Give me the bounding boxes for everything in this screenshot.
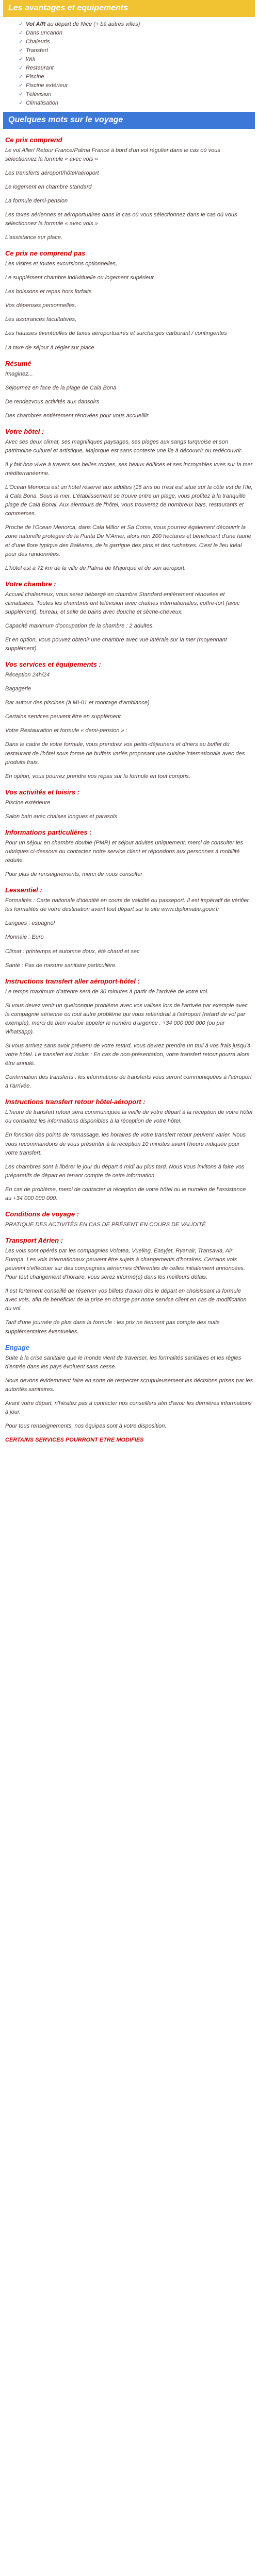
section-paragraph: Dans le cadre de votre formule, vous prendrez vos petits-déjeuners et dîners au buffet du restaurant de l'hôtel sous forme de buffets variés proposant une cuisine internationale avec des produits frais. xyxy=(5,741,245,766)
section-essential xyxy=(5,885,253,970)
check-icon: ✓ xyxy=(19,38,24,45)
section-paragraph: En cas de problème, merci de contacter la réception de votre hôtel ou le numéro de l'assistance au +34 000 000 000. xyxy=(5,1186,246,1201)
section-paragraph: L'assistance sur place. xyxy=(5,234,62,241)
section-paragraph: La taxe de séjour à régler sur place xyxy=(5,344,94,351)
section-paragraph: Monnaie : Euro xyxy=(5,934,44,941)
details-banner: Quelques mots sur le voyage xyxy=(3,112,255,129)
advantage-item: ✓ Piscine xyxy=(19,73,258,81)
section-paragraph: Confirmation des transferts : les informations de transferts vous seront communiquées à l'aéroport à l'arrivée. xyxy=(5,1074,252,1090)
check-icon: ✓ xyxy=(19,47,24,54)
section-paragraph: De rendezvous activités aux dansoirs xyxy=(5,398,100,405)
advantage-item: ✓ Transfert xyxy=(19,46,258,55)
section-transfer-airport xyxy=(5,976,253,1091)
section-paragraph: Pour un séjour en chambre double (PMR) et séjour adultes uniquement, merci de consulter les rubriques ci-dessous ou contactez notre service client et répondons aux personnes à mobilité réduite. xyxy=(5,840,244,864)
section-paragraph: Le logement en chambre standard xyxy=(5,183,92,190)
check-icon: ✓ xyxy=(19,21,24,27)
section-paragraph: Si vous devez venir un quelconque problème avec vos valises lors de l'arrivée par exemple avec la compagnie aérienne ou tout autre problème qui vous retiendrait à l'aéroport (retard de vol par exemple), merci de bien vouloir appeler le numéro d'urgence : +34 000 000 000 (ou par Whatsapp). xyxy=(5,1002,248,1035)
section-paragraph: Avant votre départ, n'hésitez pas à contacter nos conseillers afin d'avoir les dernières informations à jour. xyxy=(5,1400,252,1415)
section-paragraph: En option, vous pourrez prendre vos repas sur la formule en tout compris. xyxy=(5,773,190,779)
section-paragraph: Les vols sont opérés par les compagnies Volotea, Vueling, Easyjet, Ryanair, Transavia, Air Europa. Les vols internationaux peuvent être sujets à changements d'horaires. Certains vols peuvent s'effectuer sur des compagnies aériennes différentes de celles initialement annoncées. Pour tout changement d'horaire, vous serez informé(e) dans les meilleurs délais. xyxy=(5,1248,245,1281)
section-paragraph: Vos dépenses personnelles, xyxy=(5,302,76,309)
section-paragraph: Il est fortement conseillé de réserver vos billets d'avion dès le départ en choisissant la formule avec vols, afin de bénéficier de la prise en charge par notre service client en cas de modification du vol. xyxy=(5,1288,247,1312)
section-paragraph: Langues : espagnol xyxy=(5,920,55,927)
section-paragraph: Les taxes aériennes et aéroportuaires dans le cas où vous sélectionnez dans le cas où vous sélectionnez la formule « avec vols » xyxy=(5,211,237,227)
advantage-item: ✓ Piscine extérieur xyxy=(19,81,258,90)
section-paragraph: Le supplément chambre individuelle ou logement supérieur xyxy=(5,275,154,281)
section-paragraph: Avec ses deux climat, ses magnifiques paysages, ses plages aux sangs turquoise et son patrimoine culturel et artistique, Majorque est sans conteste une île à découvrir ou redécouvrir. xyxy=(5,439,243,454)
section-heading: Conditions de voyage : xyxy=(5,1210,79,1218)
section-activities xyxy=(5,787,253,821)
section-paragraph: Votre Restauration et formule « demi-pension » : xyxy=(5,727,127,734)
section-paragraph: L'hôtel est à 72 km de la ville de Palma de Majorque et de son aéroport. xyxy=(5,565,186,571)
section-heading: Transport Aérien : xyxy=(5,1236,63,1244)
section-price-includes xyxy=(5,135,253,243)
section-heading: Instructions transfert retour hôtel-aéroport : xyxy=(5,1098,146,1106)
section-paragraph: Les transferts aéroport/hôtel/aéroport xyxy=(5,170,99,176)
section-paragraph: Proche de l'Ocean Menorca, dans Cala Millor et Sa Coma, vous pourrez également découvrir la zone naturelle protégée de la Punta De N'Amer, alors non 200 hectares et bénéficiant d'une faune et d'une flore typique des Baléares, de la garrigue des pins et des ruchaises. C'est le lieu idéal pour des randonnées. xyxy=(5,524,251,557)
section-paragraph: Salon bain avec chaises longues et parasols xyxy=(5,813,118,820)
section-paragraph: L'Ocean Menorca est un hôtel réservé aux adultes (16 ans ou n'est est situé sur la côte est de l'île, à Cala Bona. Sous la mer. L'établissement se trouve entre un plage, vous profitez à la tranquille plage de Cala Bonal. Aux alentours de l'hôtel, vous trouverez de nombreux bars, restaurants et commerces. xyxy=(5,484,253,517)
section-paragraph: Tarif d'une journée de plus dans la formule : les prix ne tiennent pas compte des nuits supplémentaires éventuelles. xyxy=(5,1319,220,1335)
section-heading: Ce prix ne comprend pas xyxy=(5,249,86,258)
section-hotel xyxy=(5,427,253,573)
section-paragraph: Piscine extérieure xyxy=(5,799,51,806)
check-icon: ✓ xyxy=(19,64,24,71)
advantage-item: ✓ Télévision xyxy=(19,90,258,99)
section-paragraph: Séjournez en face de la plage de Cala Bona xyxy=(5,384,117,391)
section-heading: Instructions transfert aller aéroport-hôtel : xyxy=(5,977,140,985)
section-paragraph: Les assurances facultatives, xyxy=(5,316,77,323)
section-paragraph: En fonction des points de ramassage, les horaires de votre transfert retour peuvent varier. Nous vous recommandons de vous présenter à la réception 10 minutes avant l'heure indiquée pour votre transfert. xyxy=(5,1132,246,1156)
section-paragraph: L'heure de transfert retour sera communiquée la veille de votre départ à la réception de votre hôtel ou consultez les informations disponibles à la réception de votre hôtel. xyxy=(5,1109,253,1125)
advantages-banner: Les avantages et equipements xyxy=(3,0,255,17)
section-services xyxy=(5,659,253,781)
section-paragraph: Les boissons et repas hors forfaits xyxy=(5,289,92,295)
advantage-item: ✓ Restaurant xyxy=(19,64,258,73)
section-paragraph: Bagagerie xyxy=(5,686,31,692)
check-icon: ✓ xyxy=(19,56,24,62)
section-paragraph: Capacité maximum d'occupation de la chambre : 2 adultes. xyxy=(5,622,154,629)
section-paragraph: Les visites et toutes excursions optionnelles, xyxy=(5,261,118,267)
section-heading: Votre chambre : xyxy=(5,580,56,588)
section-price-excludes xyxy=(5,248,253,352)
section-heading: Vos activités et loisirs : xyxy=(5,788,80,796)
section-paragraph: Le temps maximum d'attente sera de 30 minutes à partir de l'arrivée de votre vol. xyxy=(5,988,209,995)
section-heading: Lessentiel : xyxy=(5,886,42,894)
section-paragraph: Imaginez... xyxy=(5,370,33,377)
section-heading: Ce prix comprend xyxy=(5,135,62,144)
section-paragraph: Si vous arrivez sans avoir prévenu de votre retard, vous devrez prendre un taxi à vos frais jusqu'à votre hôtel. Le transfert est inclus : En cas de non-présentation, votre transfert retour pourra alors être annulé. xyxy=(5,1043,251,1067)
section-paragraph: Suite à la crise sanitaire que le monde vient de traverser, les formalités sanitaires et les règles d'entrée dans les pays évoluent sans cesse. xyxy=(5,1354,241,1370)
advantage-item: ✓ Dans uncanon xyxy=(19,29,258,38)
section-paragraph: Les chambres sont à libérer le jour du départ à midi au plus tard. Nous vous invitons à faire vos préparatifs de départ en tenant compte de cette information. xyxy=(5,1163,245,1179)
section-transfer-hotel xyxy=(5,1097,253,1203)
section-paragraph: Pour plus de renseignements, merci de nous consulter xyxy=(5,871,142,878)
section-info xyxy=(5,827,253,879)
section-paragraph: Et en option, vous pouvez obtenir une chambre avec vue latérale sur la mer (moyennant supplément). xyxy=(5,636,227,652)
section-heading: Résumé xyxy=(5,359,31,367)
check-icon: ✓ xyxy=(19,82,24,89)
advantage-item: ✓ Wifi xyxy=(19,55,258,64)
section-heading: Votre hôtel : xyxy=(5,427,44,435)
advantage-item: ✓ Vol A/R au départ de Nice (+ bà autres villes) xyxy=(19,20,258,29)
section-paragraph: PRATIQUE DES ACTIVITÉS EN CAS DE PRÉSENT EN COURS DE VALIDITÉ xyxy=(5,1221,206,1228)
section-paragraph: Le vol Aller/ Retour France/Palma France à bord d'un vol régulier dans le cas où vous sélectionnez la formule « avec vols » xyxy=(5,147,220,162)
section-airlines xyxy=(5,1235,253,1336)
check-icon: ✓ xyxy=(19,29,24,36)
section-paragraph: Pour tous renseignements, nos équipes sont à votre disposition. xyxy=(5,1422,167,1429)
section-paragraph: Formalités : Carte nationale d'identité en cours de validité ou passeport. Il est impératif de vérifier les formalités de votre destination avant tout départ sur le site www.diplomatie.gouv.fr xyxy=(5,897,249,913)
section-paragraph: La formule demi-pension xyxy=(5,197,68,204)
advantages-list xyxy=(19,20,258,108)
check-icon: ✓ xyxy=(19,91,24,97)
section-heading: Engage xyxy=(5,1343,29,1351)
section-paragraph: Santé : Pas de mesure sanitaire particulière. xyxy=(5,962,117,969)
section-rules xyxy=(5,1343,253,1445)
check-icon: ✓ xyxy=(19,99,24,106)
section-heading: Vos services et équipements : xyxy=(5,660,101,669)
section-summary xyxy=(5,359,253,420)
section-conditions xyxy=(5,1209,253,1229)
advantage-item: ✓ Chaleuris xyxy=(19,38,258,46)
section-paragraph: Bar autour des piscines (à MI-01 et montage d'ambiance) xyxy=(5,700,150,706)
section-paragraph: Des chambres entièrement rénovées pour vous accueillir. xyxy=(5,412,150,419)
highlight-note: CERTAINS SERVICES POURRONT ETRE MODIFIES xyxy=(5,1437,144,1444)
advantage-item: ✓ Climatisation xyxy=(19,99,258,108)
section-paragraph: Réception 24h/24 xyxy=(5,672,50,679)
section-heading: Informations particulières : xyxy=(5,828,92,836)
section-paragraph: Climat : printemps et automne doux, été chaud et sec xyxy=(5,948,140,955)
section-paragraph: Accueil chaleureux, vous serez hébergé en chambre Standard entièrement rénovées et climatisées. Toutes les chambres ont télévision avec chaînes internationales, coffre-fort (avec supplément), bureau, et salle de bains avec douche et sèche-cheveux. xyxy=(5,591,240,615)
check-icon: ✓ xyxy=(19,73,24,80)
section-paragraph: Nous devons évidemment faire en sorte de respecter scrupuleusement les décisions prises par les autorités sanitaires. xyxy=(5,1377,253,1393)
sections-container xyxy=(0,135,258,1445)
section-rooms xyxy=(5,579,253,653)
section-paragraph: Certains services peuvent être en supplément. xyxy=(5,714,122,720)
section-paragraph: Les hausses éventuelles de taxes aéroportuaires et surcharges carburant / contingentes xyxy=(5,330,227,337)
section-paragraph: Il y fait bon vivre à travers ses belles roches, ses beaux édifices et ses incroyables vues sur la mer méditerranéenne. xyxy=(5,462,253,477)
